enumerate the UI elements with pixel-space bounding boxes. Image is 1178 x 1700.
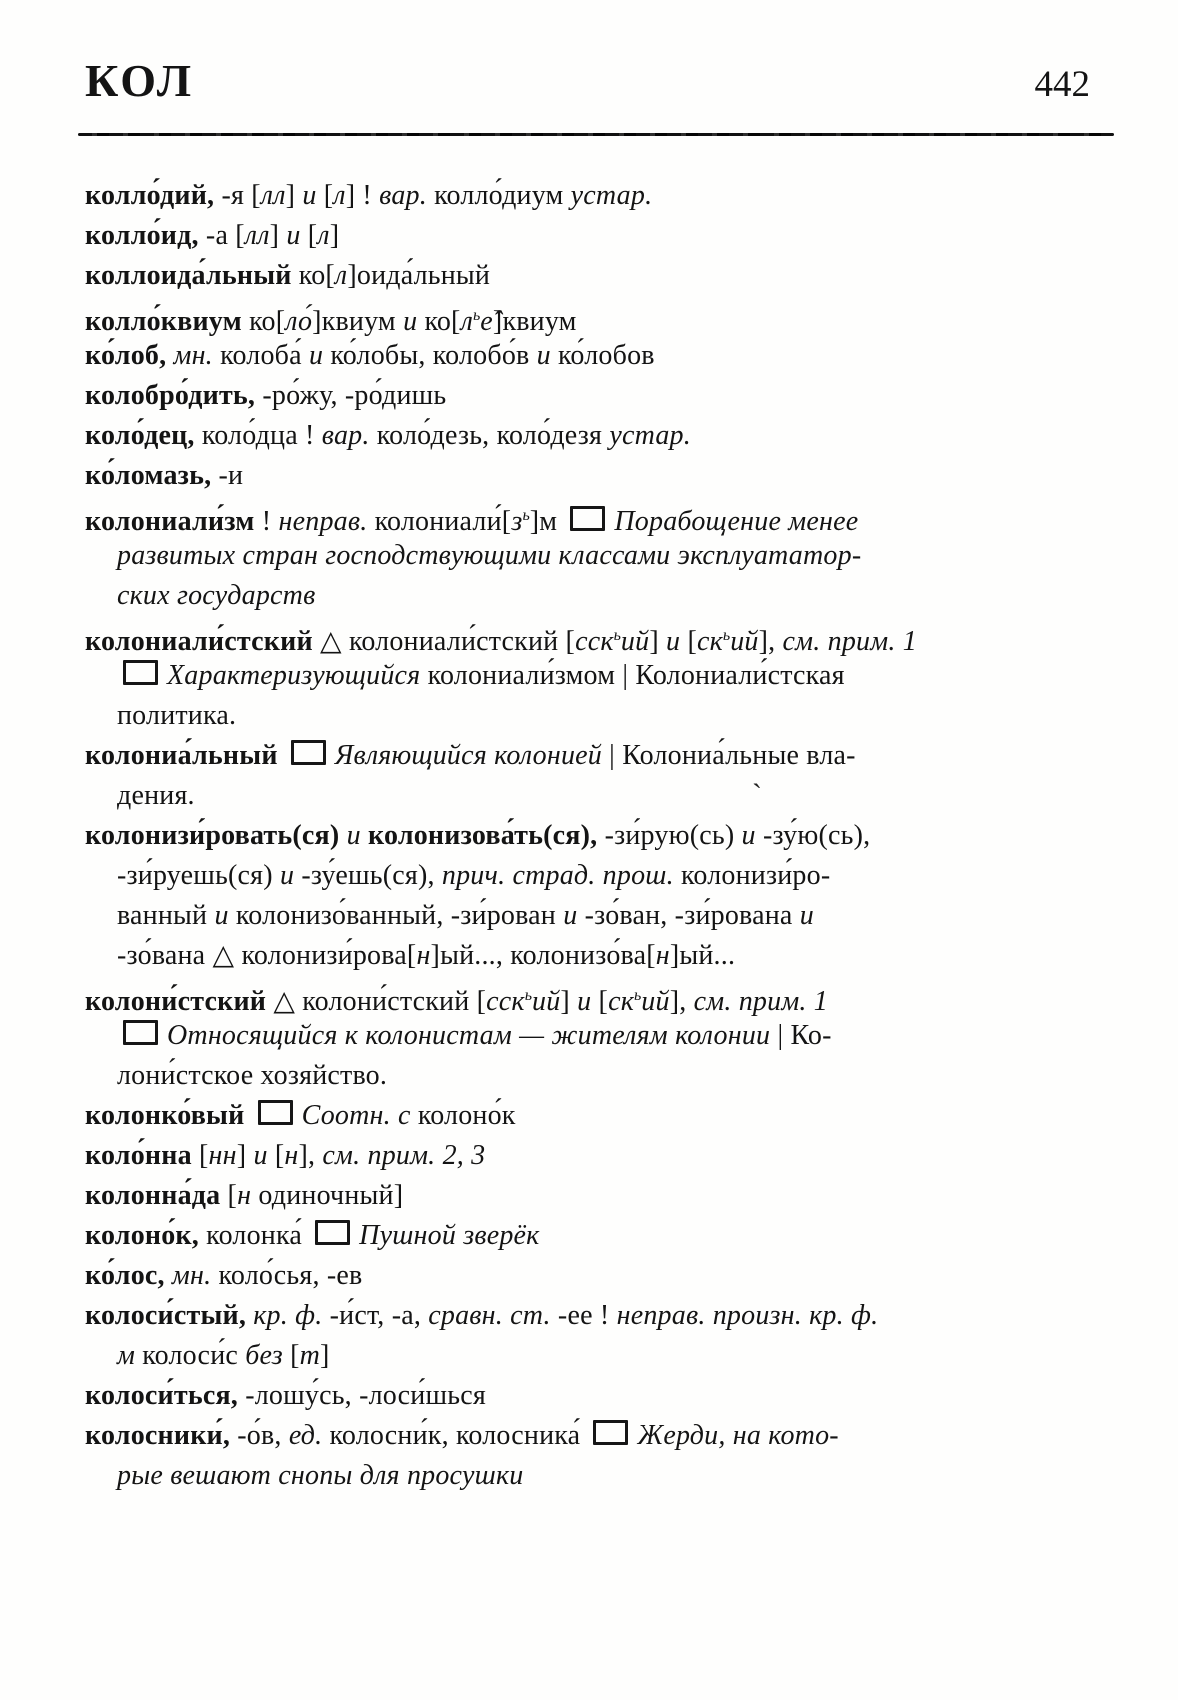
label-italic-text: Относящийся к колонистам — жителям колонии (167, 1020, 771, 1051)
headword-text: колониали́зм (85, 506, 255, 537)
body-text: ] (329, 220, 340, 251)
body-text: коло́дезь, коло́дезя (369, 420, 610, 451)
body-text: ]квиум (312, 306, 404, 337)
label-italic-text: н (416, 940, 431, 971)
body-text: -зи́рую(сь) (597, 820, 742, 851)
body-text: дения. (117, 780, 195, 811)
headword-text: коллоида́льный (85, 260, 292, 291)
body-text: [ (680, 626, 697, 657)
label-italic-text: ий (532, 986, 561, 1017)
headword-text: коло́нна (85, 1140, 192, 1171)
label-italic-text: см. прим. 1 (693, 986, 829, 1017)
body-text: -и (211, 460, 244, 491)
label-italic-text: вар. (379, 180, 427, 211)
entry-continuation-line (85, 1056, 1120, 1096)
body-text: ко́лобов (550, 340, 655, 371)
headword-text: колоси́стый, (85, 1300, 247, 1331)
superscript-soft-sign: ь (522, 507, 530, 524)
body-text: ] ! (345, 180, 380, 211)
headword-text: колониали́стский (85, 626, 313, 657)
label-italic-text: без (245, 1340, 283, 1371)
label-italic-text: Порабощение менее (614, 506, 859, 537)
entry-continuation-line (85, 696, 1120, 736)
body-text: ], (669, 986, 694, 1017)
label-italic-text: н (237, 1180, 252, 1211)
body-text: ], (298, 1140, 323, 1171)
label-italic-text: и (563, 900, 578, 931)
body-text: колонизо́ванный, -зи́рован (228, 900, 564, 931)
body-text: ] (236, 1140, 254, 1171)
body-text: -зи́руешь(ся) (117, 860, 280, 891)
body-text: колониали́змом | Колониали́стская (420, 660, 845, 691)
body-text: ]ый..., колонизо́ва[ (430, 940, 656, 971)
entry-continuation-line (85, 656, 1120, 696)
body-text: ко[ (417, 306, 461, 337)
headword-text: колло́ид, (85, 220, 199, 251)
entry-continuation-line (85, 536, 1120, 576)
entry-line (85, 496, 1120, 536)
body-text: -ее ! (550, 1300, 617, 1331)
label-italic-text: сск (575, 626, 614, 657)
body-text: колонизи́ро- (673, 860, 831, 891)
entry-line (85, 1296, 1120, 1336)
entry-line (85, 736, 1120, 776)
page-number: 442 (1034, 64, 1090, 105)
entry-line (85, 296, 1120, 336)
label-italic-text: лл (260, 180, 286, 211)
entry-line (85, 1256, 1120, 1296)
body-text: ]оида́льный (347, 260, 491, 291)
entry-line (85, 816, 1120, 856)
label-italic-text: лл (244, 220, 270, 251)
label-italic-text: мн. (166, 340, 213, 371)
label-italic-text: л (460, 306, 473, 337)
label-italic-text: сравн. ст. (428, 1300, 551, 1331)
body-text: [ (220, 1180, 238, 1211)
label-italic-text: и (253, 1140, 268, 1171)
body-text: ] (649, 626, 667, 657)
label-italic-text: т (299, 1340, 321, 1371)
body-text: ко[ (241, 306, 286, 337)
page-header (85, 55, 1090, 106)
label-italic-text: и (666, 626, 681, 657)
headword-text: ко́лоб, (85, 340, 167, 371)
superscript-soft-sign: ь (634, 987, 642, 1004)
label-italic-text: и (339, 820, 369, 851)
headword-text: колоно́к, (85, 1220, 199, 1251)
body-text: -и́ст, -а, (322, 1300, 429, 1331)
headword-text: колоси́ться, (85, 1380, 239, 1411)
definition-marker-icon (123, 660, 158, 685)
label-italic-text: ий (641, 986, 670, 1017)
body-text: [ (300, 220, 318, 251)
scan-artifact-mark: ` (752, 778, 762, 811)
superscript-soft-sign: ь (473, 307, 481, 324)
superscript-soft-sign: ь (524, 987, 532, 1004)
body-text: ]квиум (492, 306, 577, 337)
label-italic-text: см. прим. 1 (782, 626, 917, 657)
label-italic-text: вар. (321, 420, 370, 451)
label-italic-text: Являющийся колонией (334, 740, 602, 771)
definition-marker-icon (593, 1420, 628, 1445)
label-italic-text: и (214, 900, 229, 931)
body-text: колоси́с (135, 1340, 246, 1371)
label-italic-text: и (577, 986, 592, 1017)
body-text: одиночный] (251, 1180, 404, 1211)
label-italic-text: кр. ф. (246, 1300, 323, 1331)
label-italic-text: ло́ (285, 306, 313, 337)
headword-text: коло́дец, (85, 420, 195, 451)
label-italic-text: неправ. произн. кр. ф. (616, 1300, 879, 1331)
body-text: колоба́ (212, 340, 309, 371)
entry-line (85, 376, 1120, 416)
label-italic-text: прич. страд. прош. (441, 860, 674, 891)
definition-marker-icon (315, 1220, 350, 1245)
superscript-soft-sign: ь (613, 627, 621, 644)
body-text: ! (254, 506, 279, 537)
body-text: колло́диум (426, 180, 571, 211)
body-text: ]м (529, 506, 565, 537)
headword-text: колосники́, (85, 1420, 231, 1451)
body-text: колосни́к, колосника́ (322, 1420, 588, 1451)
body-text: [ (591, 986, 609, 1017)
label-italic-text: мн. (164, 1260, 212, 1291)
body-text: коло́сья, -ев (211, 1260, 363, 1291)
entry-line (85, 1176, 1120, 1216)
label-italic-text: устар. (570, 180, 653, 211)
headword-text: ко́лос, (85, 1260, 165, 1291)
body-text: ] (285, 180, 303, 211)
body-text (244, 1100, 251, 1131)
entry-line (85, 336, 1120, 376)
label-italic-text: м (117, 1340, 136, 1371)
body-text: | Колониа́льные вла- (601, 740, 856, 771)
body-text: [ (267, 1140, 285, 1171)
definition-marker-icon (123, 1020, 158, 1045)
entry-line (85, 1096, 1120, 1136)
label-italic-text: ских государств (117, 580, 316, 611)
definition-marker-icon (570, 506, 605, 531)
body-text: колониали́[ (367, 506, 512, 537)
body-text: | Ко- (770, 1020, 832, 1051)
entry-continuation-line (85, 896, 1120, 936)
body-text: -зо́вана △ колонизи́рова[ (117, 940, 417, 971)
entries-column (85, 176, 1120, 1496)
body-text: -о́в, (230, 1420, 289, 1451)
entry-line (85, 976, 1120, 1016)
body-text: -зо́ван, -зи́рована (577, 900, 800, 931)
headword-text: ко́ломазь, (85, 460, 212, 491)
definition-marker-icon (291, 740, 326, 765)
body-text: ванный (117, 900, 215, 931)
body-text: ] (320, 1340, 330, 1371)
label-italic-text: сск (486, 986, 525, 1017)
headword-text: колонизи́ровать(ся) (85, 820, 340, 851)
header-rule (78, 133, 1114, 136)
label-italic-text: и (279, 860, 295, 891)
entry-continuation-line (85, 776, 1120, 816)
label-italic-text: нн (208, 1140, 237, 1171)
body-text: -зу́ешь(ся), (294, 860, 442, 891)
label-italic-text: ск (608, 986, 635, 1017)
label-italic-text: см. прим. 2, 3 (322, 1140, 486, 1171)
headword-text: колобро́дить, (85, 380, 256, 411)
headword-text: колонизова́ть(ся), (368, 820, 598, 851)
label-italic-text: ий (620, 626, 650, 657)
label-italic-text: Пушной зверёк (359, 1220, 540, 1251)
entry-continuation-line (85, 1456, 1120, 1496)
headword-text: колонна́да (85, 1180, 221, 1211)
label-italic-text: Жерди, на кото- (637, 1420, 839, 1451)
label-italic-text: и (536, 340, 551, 371)
label-italic-text: ий (730, 626, 759, 657)
label-italic-text: л (334, 260, 348, 291)
body-text: -а [ (198, 220, 245, 251)
label-italic-text: л (333, 180, 346, 211)
headword-text: колони́стский (85, 986, 267, 1017)
entry-line (85, 1376, 1120, 1416)
body-text: △ колониали́стский [ (312, 626, 576, 657)
headword-text: колонко́вый (85, 1100, 245, 1131)
body-text: -зу́ю(сь), (755, 820, 871, 851)
entry-line (85, 1136, 1120, 1176)
body-text: ] (269, 220, 287, 251)
body-text: ], (758, 626, 783, 657)
label-italic-text: и (799, 900, 814, 931)
label-italic-text: з (511, 506, 523, 537)
label-italic-text: развитых стран господствующими классами эксплуататор- (117, 540, 862, 571)
body-text: ]ый... (669, 940, 736, 971)
label-italic-text: н (284, 1140, 299, 1171)
headword-text: колло́дий, (85, 180, 215, 211)
body-text: ] (560, 986, 578, 1017)
entry-continuation-line (85, 1016, 1120, 1056)
body-text: -я [ (214, 180, 261, 211)
label-italic-text: и (286, 220, 301, 251)
label-italic-text: и (302, 180, 317, 211)
entry-continuation-line (85, 856, 1120, 896)
label-italic-text: и (403, 306, 418, 337)
entry-continuation-line (85, 576, 1120, 616)
label-italic-text: и (741, 820, 756, 851)
entry-line (85, 416, 1120, 456)
label-italic-text: Соотн. с (301, 1100, 411, 1131)
entry-line (85, 456, 1120, 496)
headword-text: колло́квиум (85, 306, 242, 337)
label-italic-text: е̂ (480, 306, 493, 337)
body-text: -лошу́сь, -лоси́шься (238, 1380, 486, 1411)
body-text: колоно́к (410, 1100, 516, 1131)
label-italic-text: рые вешают снопы для просушки (117, 1460, 524, 1491)
label-italic-text: Характеризующийся (167, 660, 421, 691)
entry-line (85, 616, 1120, 656)
body-text: лони́стское хозяйство. (117, 1060, 388, 1091)
entry-line (85, 1416, 1120, 1456)
entry-line (85, 256, 1120, 296)
running-head: КОЛ (85, 55, 194, 106)
label-italic-text: неправ. (278, 506, 368, 537)
body-text: [ (191, 1140, 209, 1171)
body-text: [ (282, 1340, 300, 1371)
label-italic-text: устар. (609, 420, 691, 451)
entry-line (85, 216, 1120, 256)
definition-marker-icon (258, 1100, 293, 1125)
body-text: политика. (117, 700, 237, 731)
entry-continuation-line (85, 1336, 1120, 1376)
label-italic-text: ск (696, 626, 723, 657)
entry-continuation-line (85, 936, 1120, 976)
body-text: колонка́ (198, 1220, 310, 1251)
body-text (278, 740, 285, 771)
label-italic-text: н (655, 940, 670, 971)
headword-text: колониа́льный (85, 740, 278, 771)
body-text: -ро́жу, -ро́дишь (255, 380, 447, 411)
entry-line (85, 176, 1120, 216)
body-text: ко[ (291, 260, 335, 291)
body-text: [ (316, 180, 334, 211)
label-italic-text: л (317, 220, 330, 251)
body-text: коло́дца ! (194, 420, 322, 451)
superscript-soft-sign: ь (722, 627, 731, 644)
label-italic-text: ед. (288, 1420, 323, 1451)
entry-line (85, 1216, 1120, 1256)
body-text: △ колони́стский [ (266, 986, 487, 1017)
body-text: ко́лобы, колобо́в (323, 340, 537, 371)
label-italic-text: и (308, 340, 324, 371)
